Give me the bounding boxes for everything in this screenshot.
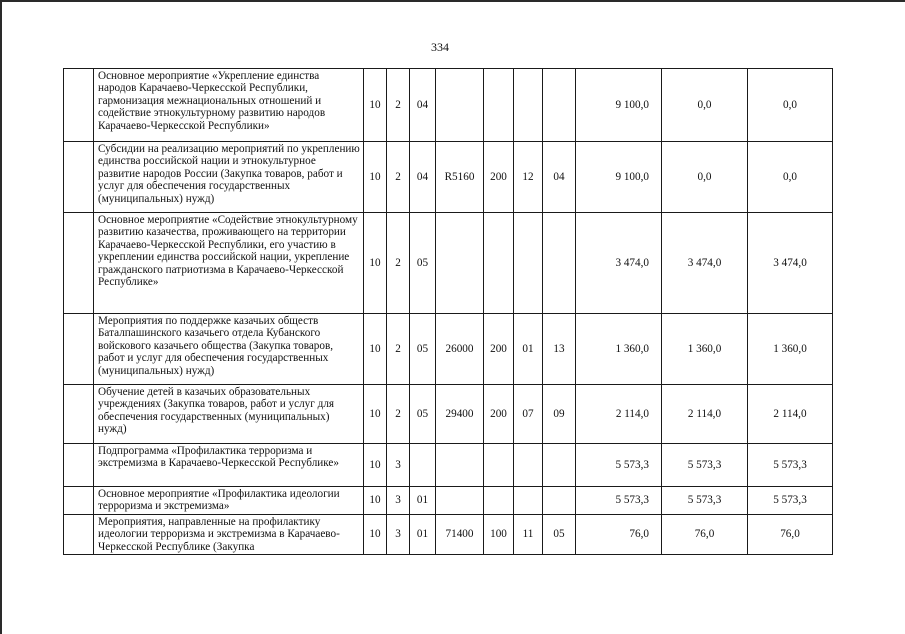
code-cell-c1: 10 (364, 444, 387, 487)
amount-cell-y1: 76,0 (576, 515, 662, 555)
code-cell-c5 (484, 69, 514, 142)
row-margin-cell (64, 69, 94, 142)
row-name-cell: Основное мероприятие «Укрепление единства народов Карачаево-Черкесской Республики, гармонизация межнациональных отношений и содействие этнокультурному развитию народов Карачаево-Черкесской Республики» (94, 69, 364, 142)
code-cell-c6: 11 (514, 515, 543, 555)
row-margin-cell (64, 213, 94, 314)
amount-cell-y3: 0,0 (748, 69, 833, 142)
code-cell-c2: 2 (387, 314, 410, 385)
amount-cell-y1: 3 474,0 (576, 213, 662, 314)
table-row (64, 142, 833, 213)
code-cell-c1: 10 (364, 487, 387, 515)
amount-cell-y1: 5 573,3 (576, 444, 662, 487)
amount-cell-y1: 1 360,0 (576, 314, 662, 385)
code-cell-c6 (514, 69, 543, 142)
amount-cell-y2: 0,0 (662, 142, 748, 213)
code-cell-c2: 3 (387, 515, 410, 555)
code-cell-c7 (543, 444, 576, 487)
code-cell-c2: 2 (387, 142, 410, 213)
code-cell-c6 (514, 444, 543, 487)
table-row (64, 515, 833, 555)
code-cell-c4 (436, 487, 484, 515)
code-cell-c1: 10 (364, 385, 387, 444)
amount-cell-y2: 2 114,0 (662, 385, 748, 444)
row-name-cell: Мероприятия по поддержке казачьих обществ Баталпашинского казачьего отдела Кубанского войскового казачьего общества (Закупка товаров, работ и услуг для обеспечения государственных (муниципальных) нужд) (94, 314, 364, 385)
code-cell-c2: 2 (387, 385, 410, 444)
row-name-cell: Субсидии на реализацию мероприятий по укреплению единства российской нации и этнокультурное развитие народов России (Закупка товаров, работ и услуг для обеспечения государственных (муниципальных) нужд) (94, 142, 364, 213)
amount-cell-y2: 76,0 (662, 515, 748, 555)
table-row (64, 69, 833, 142)
page-number: 334 (431, 40, 449, 54)
code-cell-c4 (436, 444, 484, 487)
code-cell-c4: 71400 (436, 515, 484, 555)
scan-edge-top (0, 0, 905, 2)
code-cell-c5: 200 (484, 142, 514, 213)
code-cell-c1: 10 (364, 213, 387, 314)
code-cell-c5: 200 (484, 385, 514, 444)
code-cell-c6 (514, 487, 543, 515)
code-cell-c2: 3 (387, 487, 410, 515)
code-cell-c4: R5160 (436, 142, 484, 213)
code-cell-c6: 07 (514, 385, 543, 444)
code-cell-c6 (514, 213, 543, 314)
amount-cell-y3: 5 573,3 (748, 487, 833, 515)
amount-cell-y2: 5 573,3 (662, 444, 748, 487)
amount-cell-y3: 76,0 (748, 515, 833, 555)
code-cell-c2: 2 (387, 69, 410, 142)
code-cell-c7: 13 (543, 314, 576, 385)
amount-cell-y2: 1 360,0 (662, 314, 748, 385)
code-cell-c7 (543, 487, 576, 515)
code-cell-c1: 10 (364, 515, 387, 555)
code-cell-c6: 01 (514, 314, 543, 385)
amount-cell-y3: 3 474,0 (748, 213, 833, 314)
code-cell-c5 (484, 444, 514, 487)
code-cell-c2: 3 (387, 444, 410, 487)
amount-cell-y3: 1 360,0 (748, 314, 833, 385)
code-cell-c7: 09 (543, 385, 576, 444)
code-cell-c7: 05 (543, 515, 576, 555)
table-row (64, 444, 833, 487)
code-cell-c2: 2 (387, 213, 410, 314)
code-cell-c7 (543, 213, 576, 314)
row-margin-cell (64, 487, 94, 515)
amount-cell-y3: 2 114,0 (748, 385, 833, 444)
code-cell-c3: 05 (410, 213, 436, 314)
amount-cell-y3: 5 573,3 (748, 444, 833, 487)
code-cell-c6: 12 (514, 142, 543, 213)
row-margin-cell (64, 385, 94, 444)
code-cell-c1: 10 (364, 69, 387, 142)
row-margin-cell (64, 314, 94, 385)
row-name-cell: Основное мероприятие «Профилактика идеологии терроризма и экстремизма» (94, 487, 364, 515)
code-cell-c3: 05 (410, 314, 436, 385)
row-name-cell: Обучение детей в казачьих образовательных учреждениях (Закупка товаров, работ и услуг для обеспечения государственных (муниципальных) нужд) (94, 385, 364, 444)
code-cell-c4 (436, 213, 484, 314)
code-cell-c7: 04 (543, 142, 576, 213)
code-cell-c5 (484, 487, 514, 515)
code-cell-c3: 04 (410, 142, 436, 213)
amount-cell-y2: 0,0 (662, 69, 748, 142)
amount-cell-y1: 2 114,0 (576, 385, 662, 444)
code-cell-c3: 01 (410, 487, 436, 515)
amount-cell-y1: 9 100,0 (576, 142, 662, 213)
budget-table (63, 68, 833, 555)
table-row (64, 487, 833, 515)
amount-cell-y2: 3 474,0 (662, 213, 748, 314)
code-cell-c1: 10 (364, 314, 387, 385)
amount-cell-y1: 5 573,3 (576, 487, 662, 515)
code-cell-c4 (436, 69, 484, 142)
code-cell-c4: 29400 (436, 385, 484, 444)
code-cell-c3: 04 (410, 69, 436, 142)
code-cell-c5: 200 (484, 314, 514, 385)
table-row (64, 385, 833, 444)
row-name-cell: Мероприятия, направленные на профилактику идеологии терроризма и экстремизма в Карачаево-Черкесской Республике (Закупка (94, 515, 364, 555)
table-row (64, 213, 833, 314)
row-margin-cell (64, 444, 94, 487)
amount-cell-y1: 9 100,0 (576, 69, 662, 142)
amount-cell-y3: 0,0 (748, 142, 833, 213)
row-name-cell: Основное мероприятие «Содействие этнокультурному развитию казачества, проживающего на территории Карачаево-Черкесской Республики, его участию в укреплении единства российской нации, укрепление гражданского патриотизма в Карачаево-Черкесской Республике» (94, 213, 364, 314)
row-name-cell: Подпрограмма «Профилактика терроризма и экстремизма в Карачаево-Черкесской Республике» (94, 444, 364, 487)
code-cell-c5: 100 (484, 515, 514, 555)
row-margin-cell (64, 515, 94, 555)
row-margin-cell (64, 142, 94, 213)
code-cell-c5 (484, 213, 514, 314)
scan-edge-left (0, 0, 2, 634)
code-cell-c4: 26000 (436, 314, 484, 385)
code-cell-c1: 10 (364, 142, 387, 213)
code-cell-c3: 01 (410, 515, 436, 555)
code-cell-c3 (410, 444, 436, 487)
code-cell-c7 (543, 69, 576, 142)
table-row (64, 314, 833, 385)
amount-cell-y2: 5 573,3 (662, 487, 748, 515)
code-cell-c3: 05 (410, 385, 436, 444)
